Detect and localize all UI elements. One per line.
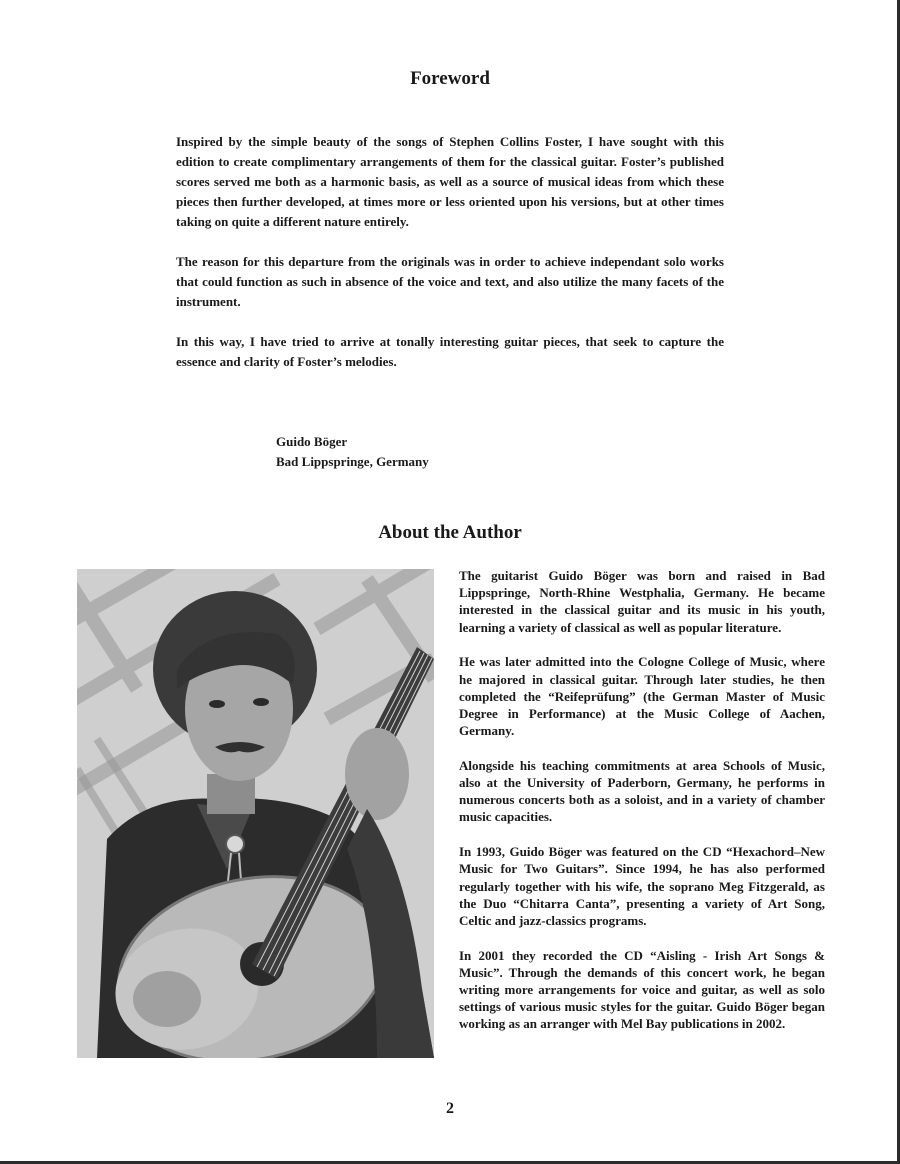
foreword-title: Foreword [410, 68, 490, 89]
about-paragraph-5: In 2001 they recorded the CD “Aisling - Irish Art Songs & Music”. Through the demands of this concert work, he began writing more arrangements for voice and guitar, as well as solo settings of various music styles for the guitar. Guido Böger began working as an arranger with Mel Bay publications in 2002. [459, 947, 825, 1032]
signature-place: Bad Lippspringe, Germany [276, 454, 429, 469]
signature-name: Guido Böger [276, 434, 348, 449]
foreword-paragraph-3: In this way, I have tried to arrive at tonally interesting guitar pieces, that seek to capture the essence and clarity of Foster’s melodies. [176, 334, 724, 369]
about-paragraph-4: In 1993, Guido Böger was featured on the CD “Hexachord–New Music for Two Guitars”. Since 1994, he has also performed regularly together with his wife, the soprano Meg Fitzgerald, as the Duo “Chitarra Canta”, presenting a variety of Art Song, Celtic and jazz-classics programs. [459, 844, 825, 928]
foreword-paragraph-1: Inspired by the simple beauty of the songs of Stephen Collins Foster, I have sought with this edition to create complimentary arrangements of them for the classical guitar. Foster’s published scores served me both as a harmonic basis, as well as a source of musical ideas from which these pieces then further developed, at times more or less oriented upon his versions, but at other times taking on quite a different nature entirely. [176, 134, 724, 229]
foreword-body [176, 132, 724, 392]
signature-block [276, 432, 429, 472]
about-paragraph-3: Alongside his teaching commitments at area Schools of Music, also at the University of Paderborn, Germany, he performs in numerous concerts both as a soloist, and in a variety of chamber music capacities. [459, 757, 825, 825]
page-number: 2 [446, 1100, 454, 1117]
about-title: About the Author [378, 522, 522, 543]
about-body [459, 567, 825, 1050]
about-paragraph-2: He was later admitted into the Cologne College of Music, where he majored in classical guitar. Through later studies, he then completed the “Reifeprüfung” (the German Master of Music Degree in Performance) at the Music College of Aachen, Germany. [459, 654, 825, 739]
author-photo [77, 569, 434, 1058]
about-paragraph-1: The guitarist Guido Böger was born and raised in Bad Lippspringe, North-Rhine Westphalia, Germany. He became interested in the classical guitar and its music in his youth, learning a variety of classical as well as popular literature. [459, 568, 825, 635]
foreword-paragraph-2: The reason for this departure from the originals was in order to achieve independant solo works that could function as such in absence of the voice and text, and also utilize the many facets of the instrument. [176, 254, 724, 309]
